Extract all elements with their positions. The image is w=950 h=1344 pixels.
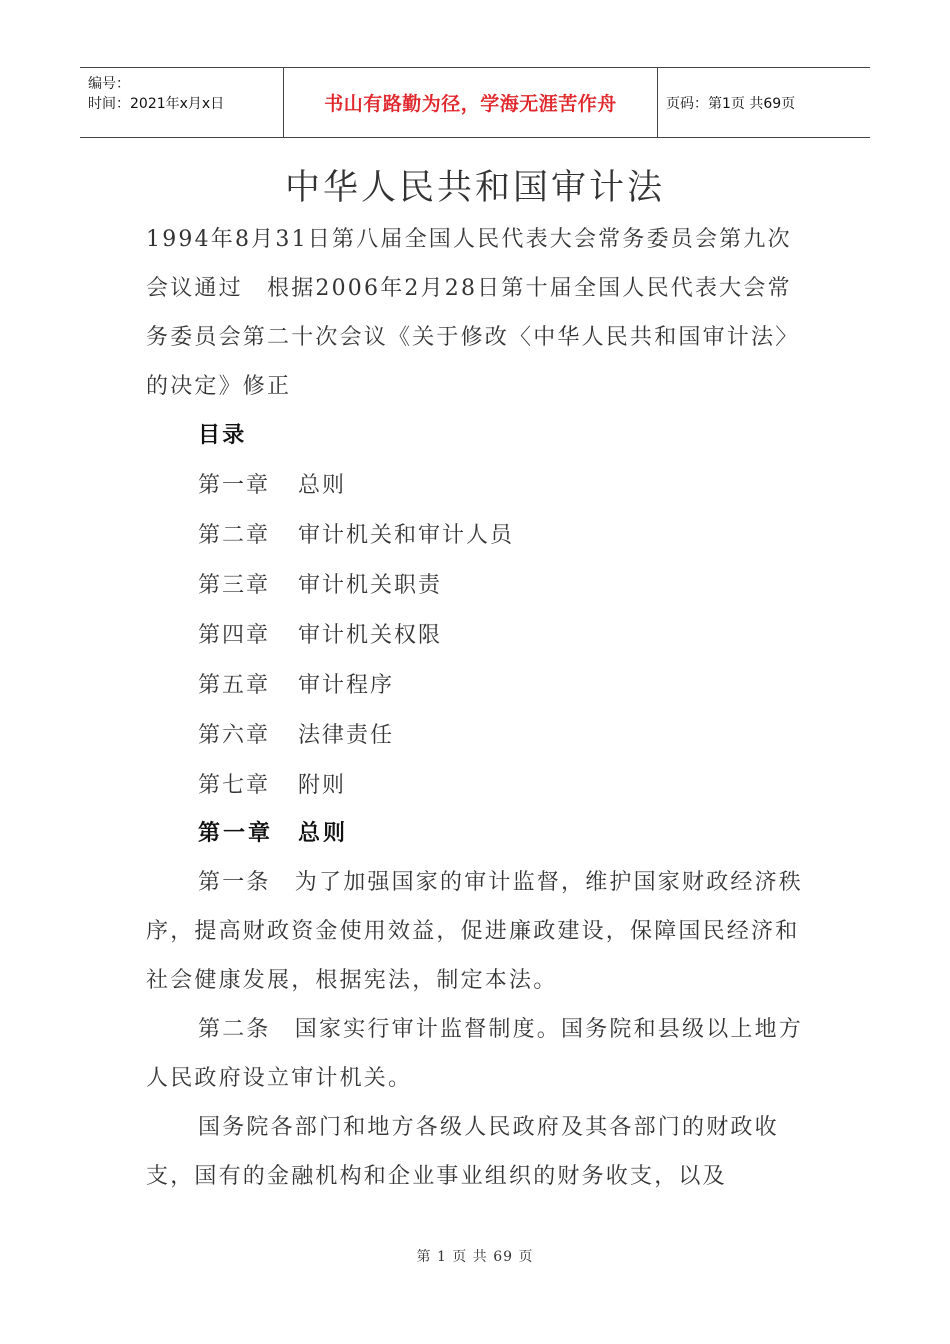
toc-chapter-number: 第七章 xyxy=(198,773,271,798)
number-label: 编号： xyxy=(88,76,130,92)
toc-chapter-name: 审计程序 xyxy=(298,673,395,698)
toc-item xyxy=(198,668,394,699)
page-footer: 第 1 页 共 69 页 xyxy=(416,1249,534,1265)
intro-paragraph: 1994年8月31日第八届全国人民代表大会常务委员会第九次会议通过 根据2006年2月28日第十届全国人民代表大会常务委员会第二十次会议《关于修改〈中华人民共和国审计法〉的决定》修正 xyxy=(146,227,800,399)
toc-item xyxy=(198,768,346,799)
header-page-info: 页码：第1页 共69页 xyxy=(666,95,796,112)
article-paragraph: 第二条 国家实行审计监督制度。国务院和县级以上地方人民政府设立审计机关。 xyxy=(146,1017,804,1091)
header-meta xyxy=(80,68,283,137)
article-paragraph: 第一条 为了加强国家的审计监督，维护国家财政经济秩序，提高财政资金使用效益，促进廉政建设，保障国民经济和社会健康发展，根据宪法，制定本法。 xyxy=(146,870,804,993)
toc-chapter-name: 附则 xyxy=(298,773,347,798)
time-label: 时间：2021年x月x日 xyxy=(88,96,225,112)
toc-item xyxy=(198,618,442,649)
toc-item xyxy=(198,568,442,599)
toc-item xyxy=(198,518,514,549)
toc-chapter-number: 第一章 xyxy=(198,473,271,498)
toc-chapter-number: 第二章 xyxy=(198,523,271,548)
toc-chapter-name: 审计机关和审计人员 xyxy=(298,523,515,548)
toc-chapter-name: 审计机关权限 xyxy=(298,623,443,648)
document-header xyxy=(80,67,870,138)
toc-chapter-number: 第四章 xyxy=(198,623,271,648)
document-title: 中华人民共和国审计法 xyxy=(284,168,665,208)
chapter-heading: 第一章 总则 xyxy=(198,821,349,846)
toc-item xyxy=(198,468,346,499)
toc-chapter-name: 审计机关职责 xyxy=(298,573,443,598)
toc-heading: 目录 xyxy=(198,423,247,448)
toc-chapter-number: 第五章 xyxy=(198,673,271,698)
header-motto: 书山有路勤为径，学海无涯苦作舟 xyxy=(283,68,658,137)
toc-chapter-number: 第三章 xyxy=(198,573,271,598)
toc-item xyxy=(198,718,394,749)
toc-chapter-name: 法律责任 xyxy=(298,723,395,748)
article-paragraph: 国务院各部门和地方各级人民政府及其各部门的财政收支，国有的金融机构和企业事业组织的财务收支，以及 xyxy=(146,1115,779,1189)
toc-chapter-number: 第六章 xyxy=(198,723,271,748)
toc-chapter-name: 总则 xyxy=(298,473,347,498)
